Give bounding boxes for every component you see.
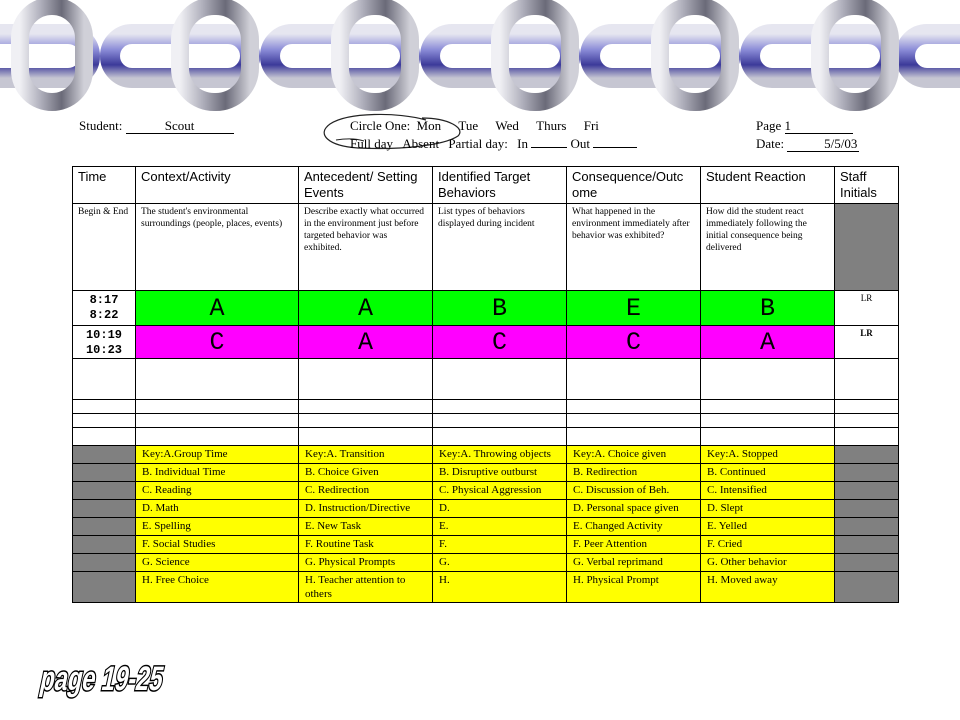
entry-2-initials: LR — [835, 326, 899, 359]
col-consequence: Consequence/Outc ome — [567, 167, 701, 204]
out-blank — [593, 147, 637, 148]
desc-context: The student's environmental surroundings (people, places, events) — [136, 204, 299, 291]
key-consequence-c: C. Discussion of Beh. — [567, 482, 701, 500]
entry-1-consequence: E — [567, 291, 701, 326]
key-reaction-d: D. Slept — [701, 500, 835, 518]
key-context-a: Key:A.Group Time — [136, 446, 299, 464]
key-consequence-a: Key:A. Choice given — [567, 446, 701, 464]
key-reaction-h: H. Moved away — [701, 572, 835, 603]
entry-row-2 — [73, 326, 899, 359]
key-row-b — [73, 464, 899, 482]
entry-2-end: 10:23 — [85, 343, 122, 357]
col-antecedent: Antecedent/ Setting Events — [299, 167, 433, 204]
col-initials: Staff Initials — [835, 167, 899, 204]
page-number: 1 — [785, 119, 853, 134]
blank-row — [73, 400, 899, 414]
key-consequence-f: F. Peer Attention — [567, 536, 701, 554]
key-reaction-f: F. Cried — [701, 536, 835, 554]
key-context-e: E. Spelling — [136, 518, 299, 536]
out-label: Out — [570, 136, 590, 151]
blank-row — [73, 359, 899, 400]
key-antecedent-b: B. Choice Given — [299, 464, 433, 482]
key-antecedent-g: G. Physical Prompts — [299, 554, 433, 572]
entry-2-context: C — [136, 326, 299, 359]
page-reference-label — [34, 646, 221, 702]
entry-1-end: 8:22 — [89, 308, 119, 322]
day-tue: Tue — [458, 118, 479, 133]
key-antecedent-f: F. Routine Task — [299, 536, 433, 554]
key-consequence-b: B. Redirection — [567, 464, 701, 482]
key-reaction-a: Key:A. Stopped — [701, 446, 835, 464]
entry-2-reaction: A — [701, 326, 835, 359]
blank-row — [73, 428, 899, 446]
col-behaviors: Identified Target Behaviors — [433, 167, 567, 204]
date-line — [756, 136, 859, 152]
entry-1-time — [73, 291, 136, 326]
date-label: Date: — [756, 136, 785, 151]
key-antecedent-a: Key:A. Transition — [299, 446, 433, 464]
entry-2-behavior: C — [433, 326, 567, 359]
page-line — [756, 118, 853, 134]
attendance-line — [350, 136, 637, 152]
day-thurs: Thurs — [536, 118, 567, 133]
entry-1-behavior: B — [433, 291, 567, 326]
key-antecedent-d: D. Instruction/Directive — [299, 500, 433, 518]
desc-time: Begin & End — [73, 204, 136, 291]
key-behavior-h: H. — [433, 572, 567, 603]
col-context: Context/Activity — [136, 167, 299, 204]
entry-1-initials: LR — [835, 291, 899, 326]
key-row-c — [73, 482, 899, 500]
entry-1-context: A — [136, 291, 299, 326]
entry-1-antecedent: A — [299, 291, 433, 326]
abc-data-table — [72, 166, 899, 603]
entry-2-begin: 10:19 — [85, 328, 122, 342]
key-row-e — [73, 518, 899, 536]
col-reaction: Student Reaction — [701, 167, 835, 204]
key-reaction-b: B. Continued — [701, 464, 835, 482]
key-consequence-h: H. Physical Prompt — [567, 572, 701, 603]
key-row-h — [73, 572, 899, 603]
entry-row-1 — [73, 291, 899, 326]
date-value: 5/5/03 — [787, 137, 859, 152]
key-context-d: D. Math — [136, 500, 299, 518]
key-row-g — [73, 554, 899, 572]
key-antecedent-e: E. New Task — [299, 518, 433, 536]
key-behavior-b: B. Disruptive outburst — [433, 464, 567, 482]
key-behavior-f: F. — [433, 536, 567, 554]
key-row-f — [73, 536, 899, 554]
key-antecedent-h: H. Teacher attention to others — [299, 572, 433, 603]
desc-antecedent: Describe exactly what occurred in the environment just before targeted behavior was exhibited. — [299, 204, 433, 291]
key-behavior-c: C. Physical Aggression — [433, 482, 567, 500]
key-consequence-d: D. Personal space given — [567, 500, 701, 518]
key-context-h: H. Free Choice — [136, 572, 299, 603]
desc-consequence: What happened in the environment immediately after behavior was exhibited? — [567, 204, 701, 291]
header-row — [73, 167, 899, 204]
student-name: Scout — [126, 119, 234, 134]
desc-reaction: How did the student react immediately following the initial consequence being delivered — [701, 204, 835, 291]
absent-option: Absent — [402, 136, 440, 151]
desc-initials-shaded — [835, 204, 899, 291]
col-time: Time — [73, 167, 136, 204]
key-behavior-g: G. — [433, 554, 567, 572]
partial-day-option: Partial day: — [448, 136, 508, 151]
key-behavior-a: Key:A. Throwing objects — [433, 446, 567, 464]
in-label: In — [517, 136, 528, 151]
in-blank — [531, 147, 567, 148]
key-context-f: F. Social Studies — [136, 536, 299, 554]
page-reference-text: page 19-25 — [36, 660, 221, 698]
full-day-option: Full day — [350, 136, 393, 151]
key-reaction-c: C. Intensified — [701, 482, 835, 500]
circle-one-label: Circle One: — [350, 118, 411, 133]
key-context-g: G. Science — [136, 554, 299, 572]
key-row-a — [73, 446, 899, 464]
entry-2-time — [73, 326, 136, 359]
page-label: Page — [756, 118, 782, 133]
student-label: Student: — [79, 118, 123, 133]
key-row-d — [73, 500, 899, 518]
blank-row — [73, 414, 899, 428]
chain-banner-image — [0, 0, 960, 108]
desc-behaviors: List types of behaviors displayed during incident — [433, 204, 567, 291]
key-consequence-g: G. Verbal reprimand — [567, 554, 701, 572]
key-context-c: C. Reading — [136, 482, 299, 500]
key-consequence-e: E. Changed Activity — [567, 518, 701, 536]
key-reaction-e: E. Yelled — [701, 518, 835, 536]
day-fri: Fri — [583, 118, 599, 133]
student-line — [79, 118, 234, 134]
key-reaction-g: G. Other behavior — [701, 554, 835, 572]
day-mon: Mon — [416, 118, 442, 133]
key-behavior-d: D. — [433, 500, 567, 518]
entry-2-consequence: C — [567, 326, 701, 359]
key-behavior-e: E. — [433, 518, 567, 536]
day-wed: Wed — [495, 118, 519, 133]
entry-2-antecedent: A — [299, 326, 433, 359]
key-context-b: B. Individual Time — [136, 464, 299, 482]
key-antecedent-c: C. Redirection — [299, 482, 433, 500]
entry-1-reaction: B — [701, 291, 835, 326]
entry-1-begin: 8:17 — [89, 293, 119, 307]
description-row — [73, 204, 899, 291]
